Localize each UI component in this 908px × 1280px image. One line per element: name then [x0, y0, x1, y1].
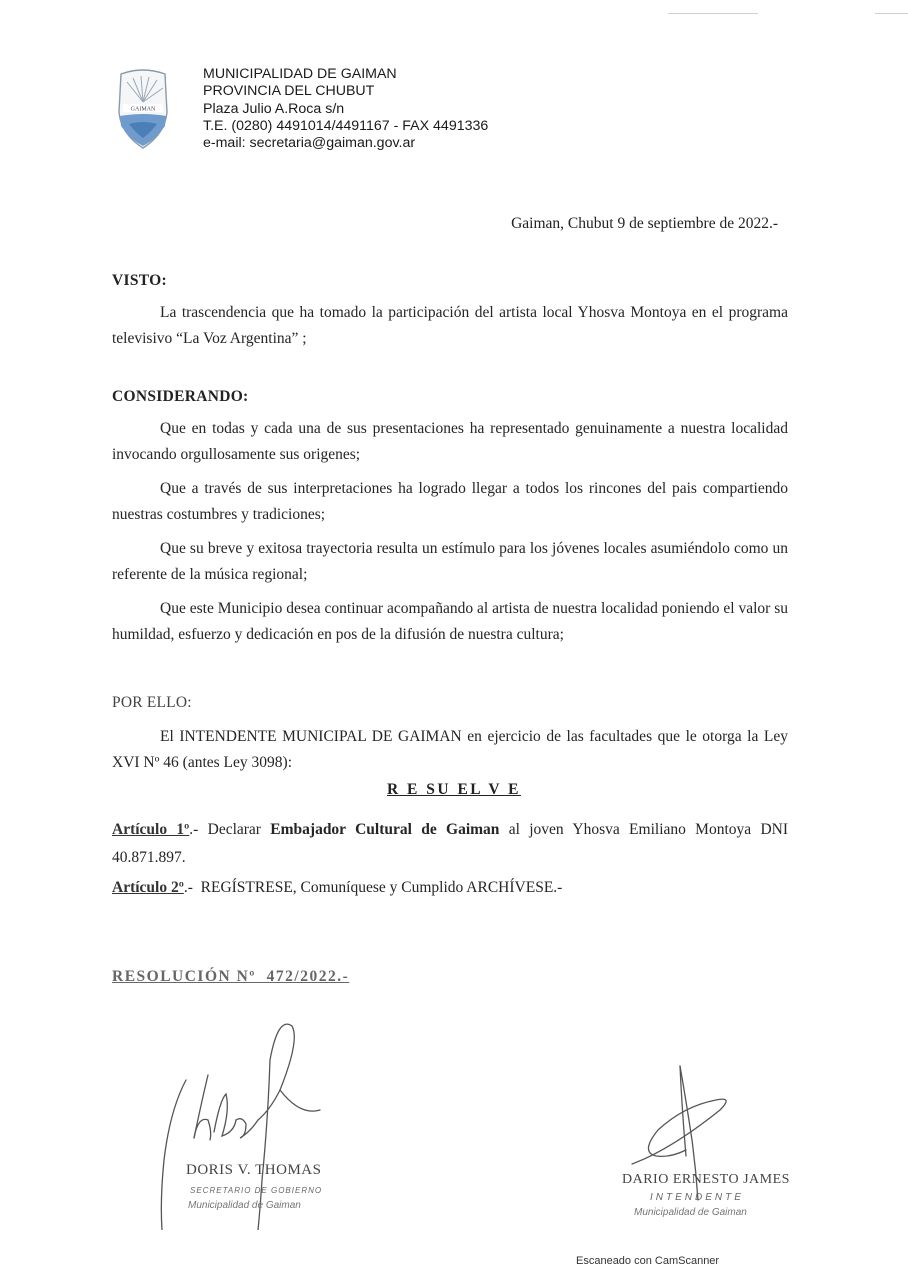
- document-date: Gaiman, Chubut 9 de septiembre de 2022.-: [511, 215, 778, 232]
- considerando-paragraph: Que a través de sus interpretaciones ha logrado llegar a todos los rincones del pais compartiendo nuestras costumbres y tradiciones;: [112, 480, 788, 523]
- handwritten-signature: [150, 1020, 370, 1230]
- signatory-organization: Municipalidad de Gaiman: [188, 1200, 301, 1211]
- signatory-role: INTENDENTE: [650, 1192, 744, 1203]
- letterhead: [115, 66, 488, 152]
- article-separator: .-: [189, 821, 208, 838]
- signature-block-intendente: [600, 1060, 810, 1230]
- signatory-name: DORIS V. THOMAS: [186, 1162, 322, 1178]
- crest-label: GAIMAN: [130, 106, 156, 113]
- article-1-label: Artículo 1º: [112, 821, 190, 838]
- org-name: MUNICIPALIDAD DE GAIMAN: [203, 66, 397, 82]
- visto-heading: VISTO:: [112, 272, 167, 289]
- camscanner-watermark: Escaneado con CamScanner: [576, 1255, 720, 1267]
- resolution-number: RESOLUCIÓN Nº 472/2022.-: [112, 968, 350, 985]
- article-2-label: Artículo 2º: [112, 879, 184, 896]
- signatory-role: SECRETARIO DE GOBIERNO: [190, 1186, 323, 1195]
- considerando-paragraph: Que su breve y exitosa trayectoria resulta un estímulo para los jóvenes locales asumiéndolo como un referente de la música regional;: [112, 540, 788, 583]
- phone-fax: T.E. (0280) 4491014/4491167 - FAX 4491336: [203, 117, 489, 134]
- por-ello-heading: POR ELLO:: [112, 694, 192, 711]
- letterhead-text: [203, 66, 488, 152]
- considerando-heading: CONSIDERANDO:: [112, 388, 249, 405]
- article-1-text: Declarar: [207, 821, 271, 838]
- article-1-title: Embajador Cultural de Gaiman: [270, 821, 500, 838]
- considerando-paragraph: Que en todas y cada una de sus presentaciones ha representado genuinamente a nuestra localidad invocando orgullosamente sus origenes;: [112, 420, 788, 463]
- visto-section: [112, 268, 788, 352]
- municipal-crest-icon: [115, 68, 171, 150]
- scan-artifact-line: [875, 13, 908, 14]
- signatory-organization: Municipalidad de Gaiman: [634, 1207, 747, 1218]
- articles-section: [112, 816, 788, 902]
- scan-artifact-line: [668, 13, 758, 14]
- article-separator: .-: [183, 879, 201, 896]
- article-1-text-end: al joven Yhosva Emiliano Montoya DNI 40.871.897.: [112, 821, 789, 866]
- article-1: [112, 816, 788, 872]
- por-ello-section: [112, 690, 788, 776]
- province-name: PROVINCIA DEL CHUBUT: [203, 83, 375, 100]
- handwritten-signature: [600, 1060, 810, 1230]
- article-2-text: REGÍSTRESE, Comuníquese y Cumplido ARCHÍVESE.-: [200, 879, 563, 896]
- considerando-paragraph: Que este Municipio desea continuar acompañando al artista de nuestra localidad poniendo el valor su humildad, esfuerzo y dedicación en pos de la difusión de nuestra cultura;: [112, 600, 788, 643]
- email: e-mail: secretaria@gaiman.gov.ar: [203, 135, 416, 152]
- considerando-section: [112, 384, 788, 648]
- signatory-name: DARIO ERNESTO JAMES: [622, 1172, 790, 1187]
- signature-block-secretary: [150, 1020, 370, 1230]
- resuelve-heading: R E SU EL V E: [386, 781, 521, 798]
- article-2: [112, 874, 788, 902]
- por-ello-paragraph: El INTENDENTE MUNICIPAL DE GAIMAN en ejercicio de las facultades que le otorga la Ley XVI Nº 46 (antes Ley 3098):: [112, 728, 788, 771]
- visto-paragraph: La trascendencia que ha tomado la participación del artista local Yhosva Montoya en el programa televisivo “La Voz Argentina” ;: [112, 304, 788, 347]
- address: Plaza Julio A.Roca s/n: [203, 100, 345, 117]
